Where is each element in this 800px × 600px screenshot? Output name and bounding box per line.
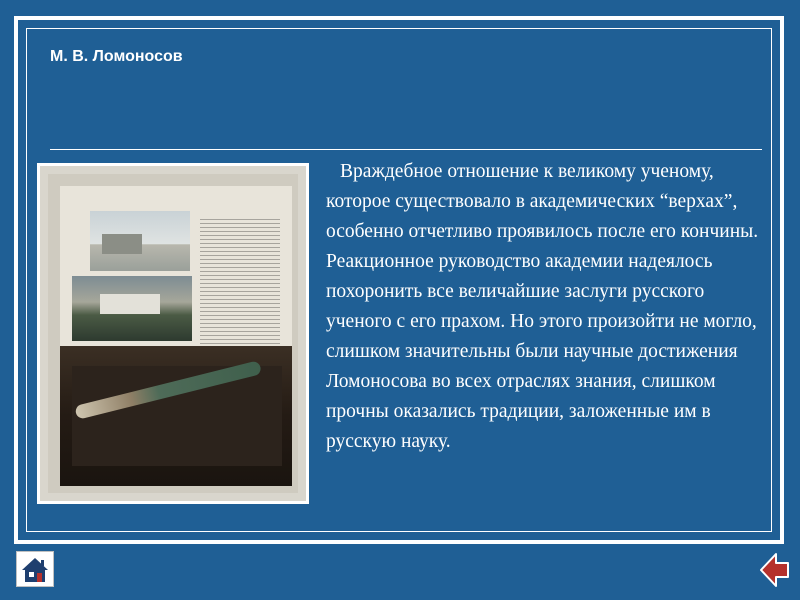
home-button[interactable] [16,551,54,587]
title-divider [50,149,762,150]
back-button[interactable] [760,552,790,588]
home-icon [17,552,53,586]
exhibit-poster [60,186,292,486]
slide-body-text: Враждебное отношение к великому ученому, которое существовало в академических “верхах”, особенно отчетливо проявилось после его кончины. Реакционное руководство академии надеялось похоронить все величайшие заслуги русского ученого с его прахом. Но этого произойти не могло, слишком значительны были научные достижения Ломоносова во всех отраслях знания, слишком прочны оказались традиции, заложенные им в русскую науку. [326,161,759,452]
engraving-building [102,234,142,254]
estate-house [100,294,160,314]
museum-exhibit-photo [37,163,309,504]
arrow-left-icon [760,552,790,588]
poster-text-column [200,216,280,346]
slide-title: М. В. Ломоносов [50,48,183,65]
